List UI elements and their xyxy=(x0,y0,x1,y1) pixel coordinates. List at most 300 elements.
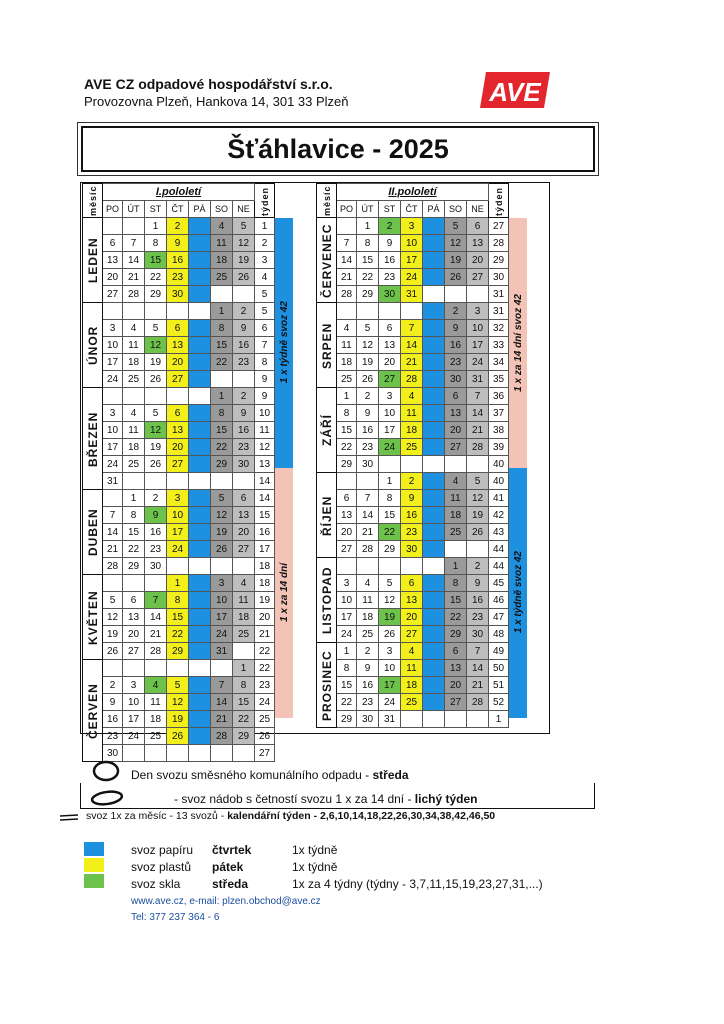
day-cell xyxy=(337,473,357,490)
day-cell: 13 xyxy=(445,405,467,422)
side-spacer xyxy=(275,184,294,218)
day-cell: 6 xyxy=(189,677,211,694)
day-cell: 21 xyxy=(357,524,379,541)
day-cell: 4 xyxy=(401,643,423,660)
week-number: 44 xyxy=(489,541,509,558)
day-cell: 28 xyxy=(357,541,379,558)
day-cell: 4 xyxy=(445,473,467,490)
legend-circle-day: středa xyxy=(372,768,409,782)
day-cell xyxy=(467,541,489,558)
half2-label: II.pololetí xyxy=(337,184,489,201)
table-row xyxy=(83,490,294,507)
strike-icon xyxy=(58,813,80,823)
day-cell xyxy=(167,660,189,677)
day-cell xyxy=(467,286,489,303)
paper-swatch xyxy=(84,842,104,856)
day-cell: 25 xyxy=(401,694,423,711)
day-header-3: ČT xyxy=(167,201,189,218)
week-number: 2 xyxy=(255,235,275,252)
day-cell: 9 xyxy=(189,592,211,609)
col-month-header: měsíc xyxy=(83,184,103,218)
day-cell: 7 xyxy=(467,643,489,660)
day-cell xyxy=(145,575,167,592)
day-cell: 25 xyxy=(145,728,167,745)
day-cell: 4 xyxy=(357,575,379,592)
side-band-bottom-label: 1 x týdně svoz 42 xyxy=(512,551,524,634)
day-cell: 21 xyxy=(189,439,211,456)
day-cell: 2 xyxy=(103,677,123,694)
day-cell: 20 xyxy=(445,422,467,439)
day-cell: 24 xyxy=(103,456,123,473)
day-cell xyxy=(423,286,445,303)
day-cell: 15 xyxy=(423,337,445,354)
day-cell: 16 xyxy=(467,592,489,609)
table-row xyxy=(317,388,528,405)
day-cell: 17 xyxy=(123,711,145,728)
day-cell: 3 xyxy=(379,388,401,405)
table-row xyxy=(83,473,294,490)
day-cell xyxy=(401,303,423,320)
day-cell: 13 xyxy=(401,592,423,609)
day-cell: 18 xyxy=(189,524,211,541)
day-cell: 8 xyxy=(337,405,357,422)
day-cell xyxy=(233,745,255,762)
day-cell: 20 xyxy=(337,524,357,541)
day-cell: 15 xyxy=(145,252,167,269)
month-name: ÚNOR xyxy=(83,303,103,388)
week-number: 51 xyxy=(489,677,509,694)
day-cell: 1 xyxy=(211,388,233,405)
day-cell: 15 xyxy=(337,422,357,439)
day-cell: 13 xyxy=(123,609,145,626)
day-cell: 3 xyxy=(211,575,233,592)
day-cell: 5 xyxy=(233,218,255,235)
day-cell xyxy=(123,388,145,405)
week-number: 1 xyxy=(255,218,275,235)
week-number: 8 xyxy=(255,354,275,371)
table-row xyxy=(317,575,528,592)
oval-icon xyxy=(90,790,124,806)
day-cell: 8 xyxy=(445,575,467,592)
day-cell: 20 xyxy=(401,609,423,626)
day-cell: 27 xyxy=(379,371,401,388)
day-cell xyxy=(167,303,189,320)
day-cell xyxy=(211,558,233,575)
day-cell: 30 xyxy=(401,541,423,558)
day-cell: 7 xyxy=(211,677,233,694)
week-number: 27 xyxy=(255,745,275,762)
day-cell: 10 xyxy=(103,337,123,354)
day-cell xyxy=(467,711,489,728)
week-number: 33 xyxy=(489,337,509,354)
day-cell: 8 xyxy=(423,320,445,337)
glass-name: svoz skla xyxy=(131,877,181,891)
day-header-6: NE xyxy=(233,201,255,218)
table-row xyxy=(317,371,528,388)
day-cell: 4 xyxy=(123,405,145,422)
table-row xyxy=(317,524,528,541)
day-cell: 7 xyxy=(401,320,423,337)
day-cell: 2 xyxy=(145,490,167,507)
day-cell: 13 xyxy=(467,235,489,252)
day-cell: 14 xyxy=(189,337,211,354)
day-cell: 9 xyxy=(167,235,189,252)
day-cell: 20 xyxy=(123,626,145,643)
day-cell: 17 xyxy=(379,677,401,694)
week-number: 11 xyxy=(255,422,275,439)
day-cell: 30 xyxy=(233,456,255,473)
day-cell: 29 xyxy=(211,456,233,473)
day-cell: 20 xyxy=(189,711,211,728)
day-cell: 15 xyxy=(167,609,189,626)
glass-day: středa xyxy=(212,877,249,891)
day-cell xyxy=(145,745,167,762)
day-cell: 9 xyxy=(357,660,379,677)
day-cell: 18 xyxy=(145,711,167,728)
title-box xyxy=(81,126,595,172)
day-cell: 2 xyxy=(233,388,255,405)
table-row xyxy=(83,643,294,660)
day-cell: 20 xyxy=(167,354,189,371)
week-number: 27 xyxy=(489,218,509,235)
week-number: 32 xyxy=(489,320,509,337)
day-cell: 28 xyxy=(467,439,489,456)
day-cell: 10 xyxy=(401,235,423,252)
table-row xyxy=(317,711,528,728)
day-cell xyxy=(189,473,211,490)
side-band-top-label: 1 x za 14 dní svoz 42 xyxy=(512,293,524,392)
day-cell: 1 xyxy=(423,303,445,320)
contact-web[interactable]: www.ave.cz, e-mail: plzen.obchod@ave.cz xyxy=(131,896,321,907)
day-cell: 28 xyxy=(211,728,233,745)
table-row xyxy=(83,558,294,575)
paper-name: svoz papíru xyxy=(131,843,194,857)
day-cell: 24 xyxy=(423,524,445,541)
day-cell: 8 xyxy=(145,235,167,252)
day-cell: 14 xyxy=(467,660,489,677)
legend-oval-week: lichý týden xyxy=(414,792,478,806)
day-cell: 21 xyxy=(189,354,211,371)
day-cell xyxy=(167,388,189,405)
legend-monthly xyxy=(86,810,495,822)
day-cell: 27 xyxy=(167,456,189,473)
table-row xyxy=(317,303,528,320)
day-cell xyxy=(189,558,211,575)
table-row xyxy=(317,473,528,490)
day-cell: 5 xyxy=(467,473,489,490)
week-number: 9 xyxy=(255,388,275,405)
week-number: 18 xyxy=(255,558,275,575)
day-cell: 6 xyxy=(401,575,423,592)
day-cell: 1 xyxy=(211,303,233,320)
day-cell: 12 xyxy=(467,490,489,507)
day-cell xyxy=(145,660,167,677)
day-cell: 6 xyxy=(167,405,189,422)
day-cell: 24 xyxy=(401,269,423,286)
week-number: 52 xyxy=(489,694,509,711)
week-number: 43 xyxy=(489,524,509,541)
glass-freq: 1x za 4 týdny (týdny - 3,7,11,15,19,23,27,31,...) xyxy=(292,877,543,891)
day-cell: 28 xyxy=(189,456,211,473)
day-cell: 29 xyxy=(445,626,467,643)
day-cell: 15 xyxy=(379,507,401,524)
day-cell: 15 xyxy=(337,677,357,694)
day-cell: 8 xyxy=(167,592,189,609)
day-cell: 14 xyxy=(401,337,423,354)
day-cell: 18 xyxy=(337,354,357,371)
day-cell: 12 xyxy=(233,235,255,252)
day-cell: 7 xyxy=(189,320,211,337)
day-cell: 25 xyxy=(189,541,211,558)
week-number: 15 xyxy=(255,507,275,524)
day-cell: 19 xyxy=(445,252,467,269)
day-cell: 11 xyxy=(401,660,423,677)
day-cell: 12 xyxy=(423,405,445,422)
day-cell: 10 xyxy=(123,694,145,711)
day-cell: 19 xyxy=(145,439,167,456)
day-header-3: ČT xyxy=(401,201,423,218)
week-number: 7 xyxy=(255,337,275,354)
week-number: 29 xyxy=(489,252,509,269)
day-cell: 22 xyxy=(337,694,357,711)
day-cell: 14 xyxy=(145,609,167,626)
day-cell: 9 xyxy=(445,320,467,337)
week-number: 48 xyxy=(489,626,509,643)
day-cell xyxy=(167,558,189,575)
day-cell: 12 xyxy=(145,422,167,439)
day-cell: 6 xyxy=(123,592,145,609)
table-row xyxy=(317,235,528,252)
day-cell xyxy=(445,286,467,303)
day-cell xyxy=(401,558,423,575)
week-number: 19 xyxy=(255,592,275,609)
day-cell xyxy=(379,303,401,320)
day-cell: 23 xyxy=(445,354,467,371)
day-cell: 16 xyxy=(379,252,401,269)
day-cell: 16 xyxy=(167,252,189,269)
day-cell: 11 xyxy=(423,235,445,252)
week-number: 3 xyxy=(255,252,275,269)
day-cell: 29 xyxy=(233,728,255,745)
day-cell: 16 xyxy=(357,677,379,694)
day-cell: 24 xyxy=(123,728,145,745)
day-cell: 30 xyxy=(445,371,467,388)
table-row xyxy=(83,694,294,711)
day-cell xyxy=(189,388,211,405)
day-cell: 8 xyxy=(211,405,233,422)
day-cell: 31 xyxy=(103,473,123,490)
col-week-header: týden xyxy=(489,184,509,218)
day-cell: 26 xyxy=(423,439,445,456)
day-cell: 6 xyxy=(379,320,401,337)
table-row xyxy=(317,643,528,660)
day-cell: 20 xyxy=(103,269,123,286)
table-row xyxy=(317,218,528,235)
day-cell: 6 xyxy=(445,643,467,660)
day-cell: 25 xyxy=(337,371,357,388)
day-cell: 19 xyxy=(357,354,379,371)
day-cell: 30 xyxy=(145,558,167,575)
week-number: 50 xyxy=(489,660,509,677)
day-cell: 18 xyxy=(445,507,467,524)
day-cell: 23 xyxy=(103,728,123,745)
table-row xyxy=(317,337,528,354)
day-cell xyxy=(445,541,467,558)
day-cell: 16 xyxy=(233,337,255,354)
week-number: 31 xyxy=(489,303,509,320)
week-number: 10 xyxy=(255,405,275,422)
day-cell: 4 xyxy=(337,320,357,337)
day-cell: 2 xyxy=(401,473,423,490)
legend-oval xyxy=(174,792,477,806)
day-cell: 17 xyxy=(211,609,233,626)
day-cell: 26 xyxy=(423,694,445,711)
day-cell: 18 xyxy=(211,252,233,269)
week-number: 4 xyxy=(255,269,275,286)
table-row xyxy=(83,745,294,762)
circle-icon xyxy=(92,760,122,782)
day-cell xyxy=(423,711,445,728)
svg-text:AVE: AVE xyxy=(489,77,541,107)
day-cell: 2 xyxy=(357,388,379,405)
day-cell: 18 xyxy=(401,677,423,694)
day-cell: 22 xyxy=(445,609,467,626)
day-cell: 29 xyxy=(379,541,401,558)
day-cell: 27 xyxy=(123,643,145,660)
day-cell xyxy=(233,286,255,303)
day-cell xyxy=(379,456,401,473)
company-name: AVE CZ odpadové hospodářství s.r.o. xyxy=(84,76,333,92)
day-cell: 12 xyxy=(145,337,167,354)
month-name: LEDEN xyxy=(83,218,103,303)
day-cell xyxy=(103,660,123,677)
day-cell xyxy=(233,371,255,388)
week-number: 37 xyxy=(489,405,509,422)
week-number: 12 xyxy=(255,439,275,456)
day-cell: 7 xyxy=(145,592,167,609)
day-cell: 5 xyxy=(357,320,379,337)
day-cell xyxy=(123,473,145,490)
day-cell: 5 xyxy=(167,677,189,694)
day-cell: 13 xyxy=(189,694,211,711)
week-number: 35 xyxy=(489,371,509,388)
side-band xyxy=(275,218,294,762)
day-cell: 26 xyxy=(379,626,401,643)
side-band-top xyxy=(509,218,527,468)
week-number: 20 xyxy=(255,609,275,626)
day-cell: 26 xyxy=(211,541,233,558)
day-cell: 10 xyxy=(379,660,401,677)
table-row xyxy=(317,354,528,371)
day-cell: 15 xyxy=(445,592,467,609)
side-band-bottom-label: 1 x za 14 dní xyxy=(278,563,290,622)
day-cell: 21 xyxy=(467,422,489,439)
day-cell: 11 xyxy=(145,694,167,711)
day-cell: 2 xyxy=(445,303,467,320)
day-header-4: PÁ xyxy=(189,201,211,218)
day-cell: 23 xyxy=(233,354,255,371)
day-cell: 21 xyxy=(467,677,489,694)
day-cell: 17 xyxy=(167,524,189,541)
day-cell: 28 xyxy=(145,643,167,660)
day-cell: 19 xyxy=(379,609,401,626)
day-cell: 27 xyxy=(445,694,467,711)
week-number: 46 xyxy=(489,592,509,609)
day-cell: 29 xyxy=(145,286,167,303)
day-cell: 20 xyxy=(233,524,255,541)
day-cell: 19 xyxy=(233,252,255,269)
day-cell: 4 xyxy=(123,320,145,337)
day-cell: 29 xyxy=(423,371,445,388)
day-cell: 21 xyxy=(423,609,445,626)
day-cell: 31 xyxy=(189,286,211,303)
day-cell xyxy=(423,558,445,575)
day-cell: 2 xyxy=(379,218,401,235)
week-number: 38 xyxy=(489,422,509,439)
day-cell: 3 xyxy=(103,405,123,422)
day-cell: 7 xyxy=(423,575,445,592)
day-cell: 12 xyxy=(357,337,379,354)
page-title: Šťáhlavice - 2025 xyxy=(227,133,449,164)
day-cell: 17 xyxy=(337,609,357,626)
day-cell xyxy=(357,473,379,490)
day-cell: 1 xyxy=(167,575,189,592)
table-row xyxy=(83,303,294,320)
day-header-0: PO xyxy=(103,201,123,218)
day-cell: 30 xyxy=(103,745,123,762)
week-number: 14 xyxy=(255,490,275,507)
day-cell: 17 xyxy=(379,422,401,439)
day-cell: 18 xyxy=(123,354,145,371)
day-cell: 5 xyxy=(145,405,167,422)
company-address: Provozovna Plzeň, Hankova 14, 301 33 Plzeň xyxy=(84,94,349,109)
day-cell: 10 xyxy=(467,320,489,337)
day-cell: 10 xyxy=(423,490,445,507)
day-cell xyxy=(445,456,467,473)
table-row xyxy=(83,218,294,235)
day-cell: 29 xyxy=(337,711,357,728)
day-cell: 11 xyxy=(211,235,233,252)
day-cell: 23 xyxy=(233,439,255,456)
day-cell: 26 xyxy=(145,456,167,473)
day-cell xyxy=(211,745,233,762)
day-cell xyxy=(379,558,401,575)
table-row xyxy=(317,269,528,286)
day-cell: 9 xyxy=(145,507,167,524)
day-cell: 6 xyxy=(445,388,467,405)
table-row xyxy=(317,405,528,422)
day-cell: 23 xyxy=(357,694,379,711)
day-cell: 23 xyxy=(357,439,379,456)
legend-circle xyxy=(131,768,409,782)
week-number: 17 xyxy=(255,541,275,558)
week-number: 24 xyxy=(255,694,275,711)
table-row xyxy=(83,609,294,626)
day-cell: 17 xyxy=(103,439,123,456)
day-cell: 22 xyxy=(233,711,255,728)
day-cell: 21 xyxy=(401,354,423,371)
week-number: 49 xyxy=(489,643,509,660)
day-cell: 31 xyxy=(379,711,401,728)
day-cell: 1 xyxy=(233,660,255,677)
day-cell: 13 xyxy=(167,337,189,354)
day-cell: 5 xyxy=(145,320,167,337)
day-cell: 4 xyxy=(423,218,445,235)
table-row xyxy=(83,371,294,388)
day-cell: 27 xyxy=(445,439,467,456)
plastic-freq: 1x týdně xyxy=(292,860,338,874)
day-header-5: SO xyxy=(211,201,233,218)
